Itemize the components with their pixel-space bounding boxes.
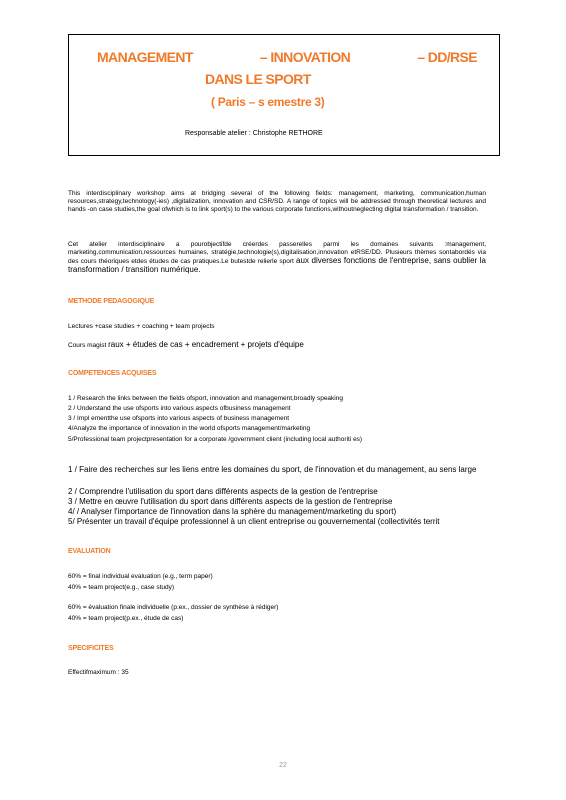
evaluation-en-1: 60% = final individual evaluation (e.g., term paper) [68,573,213,580]
intro-french-small: Cet atelier interdisciplinaire a pourobjectifde créerdes passerelles parmi les domaines suivants :management, marketing,communication,ressources humaines, stratégie,technologie(s),digitalisation,innovation etRSE/DD. Plusieurs thèmes sontabordés via des cours théoriques etdes études de cas pratiques.Le butestde relierle sport [68,241,486,265]
methode-french-large: raux + études de cas + encadrement + projets d'équipe [108,340,304,349]
competence-fr-4: 4/ / Analyser l'importance de l'innovation dans la sphère du management/marketing du sport) [68,507,397,516]
section-heading-specificites: SPECIFICITES [68,645,114,652]
title-line-1 [97,49,477,65]
competence-en-3: 3 / Impl ementthe use ofsports into various aspects of business management [68,415,290,422]
intro-french [68,241,486,275]
methode-french-small: Cours magist [68,342,107,349]
intro-french-large: aux diverses fonctions de l'entreprise, sans oublier la transformation / transition numérique. [68,256,487,274]
responsable-line: Responsable atelier : Christophe RETHORE [185,130,323,137]
effectif-maximum: Effectifmaximum : 35 [68,669,129,676]
competence-fr-3: 3 / Mettre en œuvre l'utilisation du sport dans différents aspects de la gestion de l'entreprise [68,497,393,506]
competence-fr-2: 2 / Comprendre l'utilisation du sport dans différents aspects de la gestion de l'entreprise [68,487,378,496]
evaluation-fr-2: 40% = team project(p.ex., étude de cas) [68,615,184,622]
title-management: MANAGEMENT [97,49,193,65]
section-heading-evaluation: EVALUATION [68,548,111,555]
competence-en-2: 2 / Understand the use ofsports into various aspects ofbusiness management [68,405,291,412]
methode-french [68,340,304,349]
title-dd-rse: – DD/RSE [417,49,477,65]
section-heading-methode: METHODE PEDAGOGIQUE [68,298,155,305]
section-heading-competences: COMPETENCES ACQUISES [68,370,157,377]
title-innovation: – INNOVATION [259,49,351,65]
evaluation-en-2: 40% = team project(e.g., case study) [68,584,175,591]
title-box [68,34,500,156]
methode-english: Lectures +case studies + coaching + team projects [68,323,215,330]
competence-en-5: 5/Professional team projectpresentation for a corporate /government client (including local authoriti es) [68,436,363,443]
page-number: 22 [279,762,287,769]
intro-english: This interdisciplinary workshop aims at bridging several of the following fields: management, marketing, communication,human resources,strategy,technology(-ies) ,digitalization, innovation and CSR/SD. A range of topics will be addressed through theoretical lectures and hands -on case studies,the goal ofwhich is to link sport(s) to the various corporate functions,withoutneglecting digital transformation / transition. [68,190,486,213]
evaluation-fr-1: 60% = évaluation finale individuelle (p.ex., dossier de synthèse à rédiger) [68,604,279,611]
competence-en-1: 1 / Research the links between the fields ofsport, innovation and management,broadly speaking [68,395,343,402]
title-line-2: DANS LE SPORT [205,71,311,87]
competence-fr-5: 5/ Présenter un travail d'équipe professionnel à un client entreprise ou gouvernemental (collectivités territ [68,517,440,526]
competence-fr-1: 1 / Faire des recherches sur les liens entre les domaines du sport, de l'innovation et du management, au sens large [68,465,477,474]
competence-en-4: 4/Analyze the importance of innovation in the world ofsports management/marketing [68,425,311,432]
title-line-3: ( Paris – s emestre 3) [211,95,325,109]
